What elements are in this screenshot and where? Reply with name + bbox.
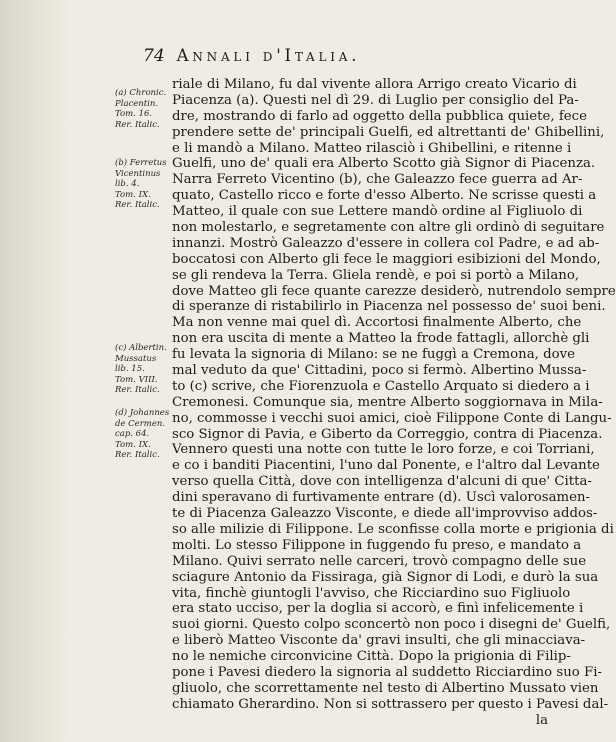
margin-note-line: lib. 4. <box>115 179 140 189</box>
margin-note-line: cap. 64. <box>115 429 150 439</box>
text-line: Milano. Quivi serrato nelle carceri, trovò compagno delle sue <box>172 553 587 569</box>
margin-note-d <box>115 408 173 461</box>
margin-note-line: Tom. 16. <box>115 109 153 119</box>
margin-note-line: Tom. IX. <box>115 439 151 450</box>
text-line: Cremonesi. Comunque sia, mentre Alberto soggiornava in Mila- <box>172 394 603 410</box>
margin-note-line: Rer. Italic. <box>115 450 160 460</box>
margin-note-line: Rer. Italic. <box>115 385 160 395</box>
text-line: e li mandò a Milano. Matteo rilasciò i Ghibellini, e ritenne i <box>172 140 572 156</box>
catchword: la <box>535 712 548 728</box>
margin-note-line: Placentin. <box>115 98 159 109</box>
text-line: Ma non venne mai quel dì. Accortosi finalmente Alberto, che <box>172 315 582 331</box>
text-line: non molestarlo, e segretamente con altre gli ordinò di seguitare <box>172 220 605 236</box>
text-line: quato, Castello ricco e forte d'esso Alberto. Ne scrisse questi a <box>172 188 597 204</box>
text-line: fu levata la signoria di Milano: se ne fuggì a Cremona, dove <box>172 347 575 363</box>
text-line: prendere sette de' principali Guelfi, ed altrettanti de' Ghibellini, <box>172 124 605 140</box>
text-line: vita, finchè giuntogli l'avviso, che Ricciardino suo Figliuolo <box>172 585 571 601</box>
text-line: Vennero questi una notte con tutte le loro forze, e coi Torriani, <box>172 442 595 458</box>
text-line: e liberò Matteo Visconte da' gravi insulti, che gli minacciava- <box>172 633 586 649</box>
text-line: chiamato Gherardino. Non si sottrassero per questo i Pavesi dal- <box>172 696 609 712</box>
text-line: sco Signor di Pavia, e Giberto da Correggio, contra di Piacenza. <box>172 426 603 442</box>
margin-note-line: (c) Albertin. <box>115 343 167 353</box>
text-line: Piacenza (a). Questi nel dì 29. di Luglio per consiglio del Pa- <box>172 92 579 108</box>
text-line: pone i Pavesi diedero la signoria al suddetto Ricciardino suo Fi- <box>172 664 602 680</box>
page-number: 74 <box>143 46 165 66</box>
margin-note-line: (d) Johannes <box>115 408 170 418</box>
text-line: dini speravano di furtivamente entrare (d). Uscì valorosamen- <box>172 490 591 506</box>
running-title: Annali d'Italia. <box>176 46 361 65</box>
text-line: Narra Ferreto Vicentino (b), che Galeazzo fece guerra ad Ar- <box>172 172 583 188</box>
margin-note-line: lib. 15. <box>115 364 145 374</box>
margin-note-c <box>115 343 173 396</box>
text-line: Guelfi, uno de' quali era Alberto Scotto già Signor di Piacenza. <box>172 156 596 172</box>
text-line: innanzi. Mostrò Galeazzo d'essere in collera col Padre, e ad ab- <box>172 235 600 251</box>
margin-note-line: (a) Chronic. <box>115 88 167 98</box>
text-line: gliuolo, che scorrettamente nel testo di Albertino Mussato vien <box>172 680 599 696</box>
margin-note-line: Tom. VIII. <box>115 374 158 385</box>
margin-note-line: Tom. IX. <box>115 189 151 200</box>
text-line: era stato ucciso, per la doglia si accorò, e finì infelicemente i <box>172 601 584 617</box>
text-line: verso quella Città, dove con intelligenza d'alcuni di que' Citta- <box>172 474 592 490</box>
page-header <box>143 46 555 70</box>
text-line: no le nemiche circonvicine Città. Dopo la prigionia di Filip- <box>172 649 571 665</box>
text-line: so alle milizie di Filippone. Le sconfisse colla morte e prigionia di <box>172 521 614 537</box>
text-line: molti. Lo stesso Filippone in fuggendo fu preso, e mandato a <box>172 537 582 553</box>
margin-note-line: Mussatus <box>115 353 157 364</box>
text-line: te di Piacenza Galeazzo Visconte, e diede all'improvviso addos- <box>172 506 598 522</box>
text-line: to (c) scrive, che Fiorenzuola e Castello Arquato si diedero a i <box>172 378 590 394</box>
margin-note-line: Rer. Italic. <box>115 200 160 210</box>
text-line: dre, mostrando di farlo ad oggetto della pubblica quiete, fece <box>172 108 587 124</box>
text-line: riale di Milano, fu dal vivente allora Arrigo creato Vicario di <box>172 77 577 92</box>
margin-note-line: Vicentinus <box>115 168 161 179</box>
text-line: non era uscita di mente a Matteo la frode fattagli, allorchè gli <box>172 331 590 347</box>
margin-note-a <box>115 88 173 130</box>
text-line: suoi giorni. Questo colpo sconcertò non poco i disegni de' Guelfi, <box>172 617 611 633</box>
text-line: Matteo, il quale con sue Lettere mandò ordine al Figliuolo di <box>172 204 583 220</box>
text-line: sciagure Antonio da Fissiraga, già Signor di Lodi, e durò la sua <box>172 569 599 585</box>
text-line: e co i banditi Piacentini, l'uno dal Ponente, e l'altro dal Levante <box>172 458 600 474</box>
text-line: no, commosse i vecchi suoi amici, cioè Filippone Conte di Langu- <box>172 410 612 426</box>
margin-note-line: de Cermen. <box>115 418 166 429</box>
text-line: se gli rendeva la Terra. Gliela rendè, e poi si portò a Milano, <box>172 267 580 283</box>
text-line: dove Matteo gli fece quante carezze desiderò, nutrendolo sempre <box>172 283 616 299</box>
main-text-column <box>172 77 616 729</box>
text-line: di speranze di ristabilirlo in Piacenza nel possesso de' suoi beni. <box>172 299 606 315</box>
page-fold-shadow <box>0 0 70 742</box>
margin-note-line: (b) Ferretus <box>115 158 167 168</box>
text-line: mal veduto da que' Cittadini, poco si fermò. Albertino Mussa- <box>172 363 587 379</box>
margin-note-line: Rer. Italic. <box>115 119 160 130</box>
margin-note-b <box>115 158 173 211</box>
text-line: boccatosi con Alberto gli fece le maggiori esibizioni del Mondo, <box>172 251 601 267</box>
